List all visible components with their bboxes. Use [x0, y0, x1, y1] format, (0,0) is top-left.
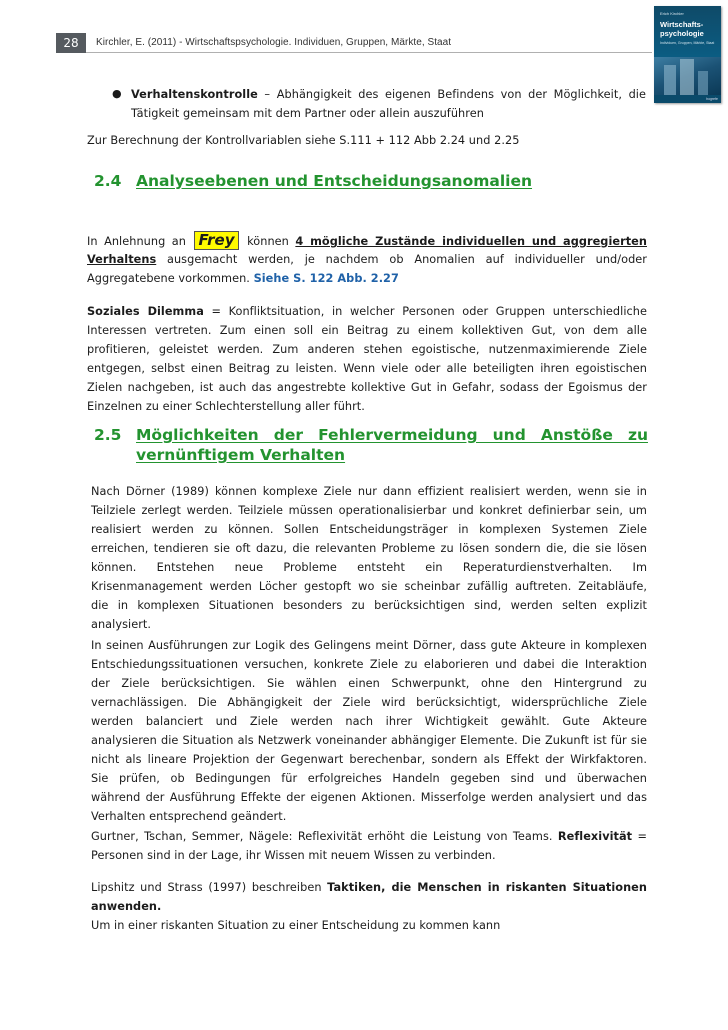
highlight-frey: Frey [194, 231, 238, 250]
bullet-item-verhaltenskontrolle: Verhaltenskontrolle – Abhängigkeit des eigenen Befindens von der Möglichkeit, die Tätigkeit gemeinsam mit dem Partner oder allein auszuführen [131, 88, 646, 120]
section-number: 2.4 [94, 172, 122, 190]
section-title: Analyseebenen und Entscheidungsanomalien [136, 172, 533, 190]
section-heading-2-5 [94, 426, 648, 468]
page-header [0, 33, 728, 53]
cover-photo [654, 57, 721, 95]
section-title-line-1: Möglichkeiten der Fehlervermeidung und Anstöße zu [136, 426, 648, 444]
header-rule [86, 52, 652, 53]
page-number: 28 [56, 33, 86, 53]
paragraph-doerner: Nach Dörner (1989) können komplexe Ziele nur dann effizient realisiert werden, wenn sie in Teilziele zerlegt werden. Teilziele müssen operationalisierbar und konkret definierbar sein, um realisiert werden zu können. Sollen Entscheidungsträger in komplexen Systemen Ziele erreichen, tendieren sie oft dazu, die relevanten Probleme zu lösen sondern die, die sie lösen können. Entstehen neue Probleme entsteht ein Reperaturdienstverhalten. Im Krisenmanagement werden Löcher gestopft wo sie scheinbar zufällig auftreten. Zeitabläufe, die in komplexen Situationen besonders zu berücksichtigen sind, werden selten explizit analysiert. [91, 485, 647, 631]
section-title-line-2: vernünftigem Verhalten [136, 446, 346, 464]
figure-reference: Siehe S. 122 Abb. 2.27 [253, 272, 399, 285]
header-citation: Kirchler, E. (2011) - Wirtschaftspsychologie. Individuen, Gruppen, Märkte, Staat [96, 37, 452, 48]
paragraph-soziales-dilemma: Soziales Dilemma = Konfliktsituation, in welcher Personen oder Gruppen unterschiedliche Interessen vertreten. Zum einen soll ein Beitrag zu einem kollektiven Gut, von dem alle profitieren, geleistet werden. Zum anderen stehen egoistische, nutzenmaximierende Ziele entgegen, selbst einen Beitrag zu leisten. Wenn viele oder alle beteiligten ihren egoistischen Zielen nachgeben, ist auch das angestrebte kollektive Gut in Gefahr, sodass der Egoismus der Einzelnen zu einer Schlechterstellung aller führt. [87, 305, 647, 413]
paragraph-lipshitz: Lipshitz und Strass (1997) beschreiben Taktiken, die Menschen in riskanten Situationen anwenden. Um in einer riskanten Situation zu einer Entscheidung zu kommen kann [91, 881, 647, 932]
cover-title: Wirtschafts- psychologie [660, 20, 704, 38]
paragraph-frey: In Anlehnung an Frey können 4 mögliche Zustände individuellen und aggregierten Verhaltens ausgemacht werden, je nachdem ob Anomalien auf individueller und/oder Aggregatebene vorkommen. Siehe S. 122 Abb. 2.27 [87, 231, 647, 285]
section-heading-2-4 [94, 172, 654, 194]
bullet-icon: ● [112, 87, 122, 100]
note-calculation: Zur Berechnung der Kontrollvariablen siehe S.111 + 112 Abb 2.24 und 2.25 [87, 134, 520, 147]
book-cover-image [654, 6, 721, 103]
paragraph-logik-des-gelingens: In seinen Ausführungen zur Logik des Gelingens meint Dörner, dass gute Akteure in komplexen Entschiedungssituationen versuchen, konkrete Ziele zu elaborieren und dabei die Interaktion der Ziele berücksichtigen. Sie wählen einen Schwerpunkt, ohne den Hintergrund zu vernachlässigen. Die Abhängigkeit der Ziele wird berücksichtigt, widersprüchliche Ziele werden balanciert und Ziele werden nach ihrer Wichtigkeit gewählt. Gute Akteure analysieren die Situation als Netzwerk voneinander abhängiger Elemente. Die Zukunft ist für sie nicht als lineare Projektion der Gegenwart berechenbar, sondern als Effekt der Wirkfaktoren. Sie prüfen, ob Bedingungen für erfolgreiches Handeln gegeben sind und überwachen während der Ausführung Effekte der eigenen Aktionen. Misserfolge werden analysiert und das Verhalten entsprechend geändert. [91, 639, 647, 823]
cover-author: Erich Kirchler [660, 11, 684, 16]
section-number: 2.5 [94, 426, 122, 444]
cover-subtitle: Individuen, Gruppen, Märkte, Staat [660, 41, 715, 45]
cover-publisher: hogrefe [654, 95, 721, 103]
paragraph-gurtner: Gurtner, Tschan, Semmer, Nägele: Reflexivität erhöht die Leistung von Teams. Reflexivität = Personen sind in der Lage, ihr Wissen mit neuem Wissen zu verbinden. [91, 830, 647, 862]
